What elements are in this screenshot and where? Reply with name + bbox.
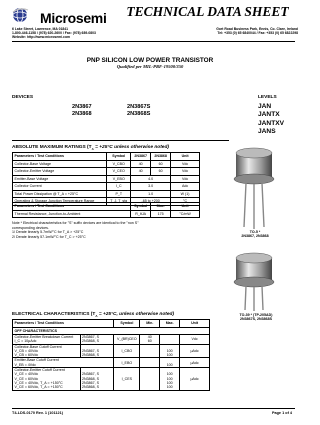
cell-line: Collector-Base Cutoff Current — [14, 344, 62, 349]
cell-line: 100 — [166, 362, 173, 367]
param-cell — [13, 368, 81, 390]
cell-line: V_CE = 40Vdc, T_A = +150°C — [14, 380, 63, 385]
header-cell: Parameters / Test Conditions — [13, 153, 107, 161]
max-cell — [160, 358, 180, 368]
level-item: JANS — [258, 128, 276, 136]
header-cell: Symbol — [114, 320, 140, 328]
min-cell — [140, 335, 160, 345]
param-cell — [13, 358, 114, 368]
package-name: TO-39 * (TP-205AD) — [239, 313, 273, 317]
cell: R_θJA — [131, 210, 151, 218]
table-row — [13, 344, 210, 358]
table-section-row — [13, 327, 210, 335]
symbol-cell: I_EBO — [114, 358, 140, 368]
page-number: Page 1 of 4 — [271, 411, 292, 415]
cell-line: 100 — [166, 372, 173, 377]
table-row — [13, 175, 200, 183]
cell: V_CEO — [107, 168, 131, 176]
table-row — [13, 190, 200, 198]
cell-line: 2N3868, S — [82, 376, 100, 381]
header-cell: Max. — [151, 203, 171, 211]
device-cell — [80, 344, 114, 358]
table-row — [13, 160, 200, 168]
device-part: 2N3868 — [72, 111, 92, 118]
address-line: Tel: +353 (0) 65 6840044 / Fax: +353 (0) 65 6822298 — [217, 31, 298, 35]
cell: °C/mW — [171, 210, 200, 218]
header-cell: Unit — [171, 153, 200, 161]
header-cell: Symbol — [107, 153, 131, 161]
cell: 1.0 — [131, 190, 171, 198]
cell: Vdc — [171, 168, 200, 176]
table-header-row — [13, 203, 200, 211]
device-part: 2N3868S — [127, 111, 151, 118]
min-cell — [140, 344, 160, 358]
to5-package-label — [220, 230, 290, 239]
to5-package-image — [226, 145, 282, 230]
header-cell: Min. — [140, 320, 160, 328]
cell: P_T — [107, 190, 131, 198]
cell: Vdc — [171, 160, 200, 168]
electrical-title-text: ELECTRICAL CHARACTERISTICS (T — [12, 312, 96, 317]
table-row — [13, 210, 200, 218]
cell: Thermal Resistance, Junction-to-Ambient — [13, 210, 131, 218]
document-id: T4-LDS-0170 Rev. 1 (101121) — [12, 411, 64, 415]
address-line: Website: http://www.microsemi.com — [12, 35, 71, 39]
cell: 4.0 — [131, 175, 171, 183]
cell: Adc — [171, 183, 200, 191]
header-cell: Max. — [160, 320, 180, 328]
cell-line: I_C = 10μAdc — [14, 339, 37, 344]
cell: -65 to +200 — [131, 198, 171, 206]
device-part: 2N3867S — [127, 104, 151, 110]
header-cell: 2N3867 — [131, 153, 151, 161]
levels-list — [258, 103, 284, 137]
unit-cell: μAdc — [180, 368, 210, 390]
cell: Collector-Base Voltage — [13, 160, 107, 168]
cell: 40 — [131, 160, 151, 168]
param-cell — [13, 335, 81, 345]
device-list-1 — [72, 104, 92, 118]
cell-line: 100 — [166, 376, 173, 381]
cell-line: Collector-Emitter Breakdown Current — [14, 335, 74, 339]
company-logo — [12, 6, 106, 24]
param-cell — [13, 344, 81, 358]
cell-line: 2N3868, S — [82, 385, 100, 390]
symbol-cell: I_CBO — [114, 344, 140, 358]
cell-line: 2N3867, S — [82, 372, 100, 377]
symbol-cell: I_CES — [114, 368, 140, 390]
brand-name: Microsemi — [40, 10, 107, 26]
cell-line: 2N3867, S — [82, 380, 100, 385]
package-parts: 2N3867, 2N3868 — [241, 234, 269, 239]
electrical-title-sub: A — [95, 313, 98, 318]
header-cell: Unit — [180, 320, 210, 328]
notes — [12, 221, 212, 239]
electrical-table — [12, 319, 210, 391]
cell: Operating & Storage Junction Temperature Range — [13, 198, 107, 206]
max-cell — [160, 368, 180, 390]
cell-line: V_CE = 60Vdc — [14, 376, 39, 381]
cell: 60 — [151, 168, 171, 176]
cell-line: V_EB = 4Vdc — [14, 362, 36, 367]
table-row — [13, 358, 210, 368]
cell-line: V_CE = 60Vdc, T_A = +150°C — [14, 385, 63, 390]
min-cell — [140, 358, 160, 368]
cell-line: 100 — [166, 353, 173, 358]
cell: 60 — [151, 160, 171, 168]
table-header-row — [13, 153, 200, 161]
address-line: Gort Road Business Park, Ennis, Co. Clare, Ireland — [216, 27, 298, 31]
cell: °C — [171, 198, 200, 206]
unit-cell: Vdc — [180, 335, 210, 345]
cell: V_EBO — [107, 175, 131, 183]
cell: I_C — [107, 183, 131, 191]
cell: T_J, T_stg — [107, 198, 131, 206]
cell: W (1) — [171, 190, 200, 198]
table-header-row — [13, 320, 210, 328]
cell-line: 2N3867, S — [82, 348, 100, 353]
header-cell: 2N3868 — [151, 153, 171, 161]
levels-label: LEVELS — [258, 95, 277, 100]
section-cell: OFF CHARACTERISTICS — [13, 327, 210, 335]
cell-line: 2N3868, S — [82, 353, 100, 358]
cell-line: V_CB = 40Vdc — [14, 348, 39, 353]
max-cell — [160, 335, 180, 345]
unit-cell: μAdc — [180, 358, 210, 368]
level-item: JAN — [258, 103, 272, 110]
device-cell — [80, 335, 114, 345]
max-cell — [160, 344, 180, 358]
table-row — [13, 168, 200, 176]
cell: 40 — [131, 168, 151, 176]
table-row — [13, 335, 210, 345]
cell-line: 100 — [166, 385, 173, 390]
devices-label: DEVICES — [12, 95, 34, 100]
address-right — [168, 27, 298, 35]
cell: 175 — [151, 210, 171, 218]
thermal-table — [12, 202, 200, 218]
abs-max-title — [12, 145, 169, 151]
symbol-cell: V_(BR)CEO — [114, 335, 140, 345]
note-line: 2/ Derate linearly 57.1mW/°C for T_C > +25°C — [12, 234, 86, 239]
abs-max-title-tail: = +25°C unless otherwise noted) — [93, 145, 169, 150]
note-line: Note * Electrical characteristics for "S" suffix devices are identical to the "non S" — [12, 221, 139, 225]
globe-icon — [12, 6, 30, 24]
to39-package-label — [220, 313, 292, 322]
cell-line: 2N3867, S — [82, 335, 100, 339]
cell-line: Collector-Emitter Cutoff Current — [14, 368, 65, 373]
cell-line: 40 — [147, 335, 152, 339]
cell-line: 100 — [166, 380, 173, 385]
cell: Emitter-Base Voltage — [13, 175, 107, 183]
footer-divider — [12, 408, 295, 409]
note-line: corresponding devices. — [12, 225, 49, 230]
cell: V_CBO — [107, 160, 131, 168]
header-cell: Parameters / Test Conditions — [13, 320, 114, 328]
cell-line: 2N3868, S — [82, 339, 100, 344]
header-cell: Parameters / Test Conditions — [13, 203, 131, 211]
device-list-2 — [127, 104, 150, 118]
electrical-title-tail: = +25°C, unless otherwise noted) — [97, 312, 175, 317]
cell: 3.0 — [131, 183, 171, 191]
cell: Total Power Dissipation @ T_A = +25°C — [13, 190, 107, 198]
device-part: 2N3867 — [72, 104, 92, 110]
header-divider — [12, 41, 295, 42]
table-row — [13, 368, 210, 390]
min-cell — [140, 368, 160, 390]
cell-line: V_CE = 40Vdc — [14, 372, 39, 377]
abs-max-title-sub: A — [91, 146, 94, 151]
address-line: 6 Lake Street, Lawrence, MA 01841 — [12, 27, 69, 31]
level-item: JANTX — [258, 111, 280, 119]
table-row — [13, 183, 200, 191]
cell-line: V_CB = 60Vdc — [14, 353, 39, 358]
package-parts: 2N3867S, 2N3868S — [240, 317, 272, 322]
note-line: 1/ Derate linearly 5.7mW/°C for T_A > +25°C — [12, 230, 84, 235]
cell: Collector-Emitter Voltage — [13, 168, 107, 176]
page-title: TECHNICAL DATA SHEET — [126, 4, 289, 19]
section-divider — [12, 140, 229, 141]
level-item: JANTXV — [258, 119, 285, 127]
cell: Collector Current — [13, 183, 107, 191]
device-cell — [80, 368, 114, 390]
package-name: TO-5 * — [249, 230, 261, 234]
header-cell: Unit — [171, 203, 200, 211]
cell-line: 60 — [147, 339, 152, 344]
cell-line: 100 — [166, 348, 173, 353]
product-heading: PNP SILICON LOW POWER TRANSISTOR — [86, 57, 214, 64]
qualification-note: Qualified per MIL-PRF-19500/350 — [116, 64, 184, 69]
abs-max-table — [12, 152, 200, 206]
abs-max-title-text: ABSOLUTE MAXIMUM RATINGS (T — [12, 145, 92, 150]
unit-cell: μAdc — [180, 344, 210, 358]
address-line: 1-800-446-1158 / (978) 620-2600 / Fax: (978) 689-0803 — [12, 31, 96, 35]
electrical-title — [12, 312, 174, 318]
cell: Vdc — [171, 175, 200, 183]
to39-package-image — [226, 252, 282, 312]
cell-line: Emitter-Base Cutoff Current — [14, 358, 59, 363]
header-cell: Symbol — [131, 203, 151, 211]
address-left — [12, 27, 132, 39]
